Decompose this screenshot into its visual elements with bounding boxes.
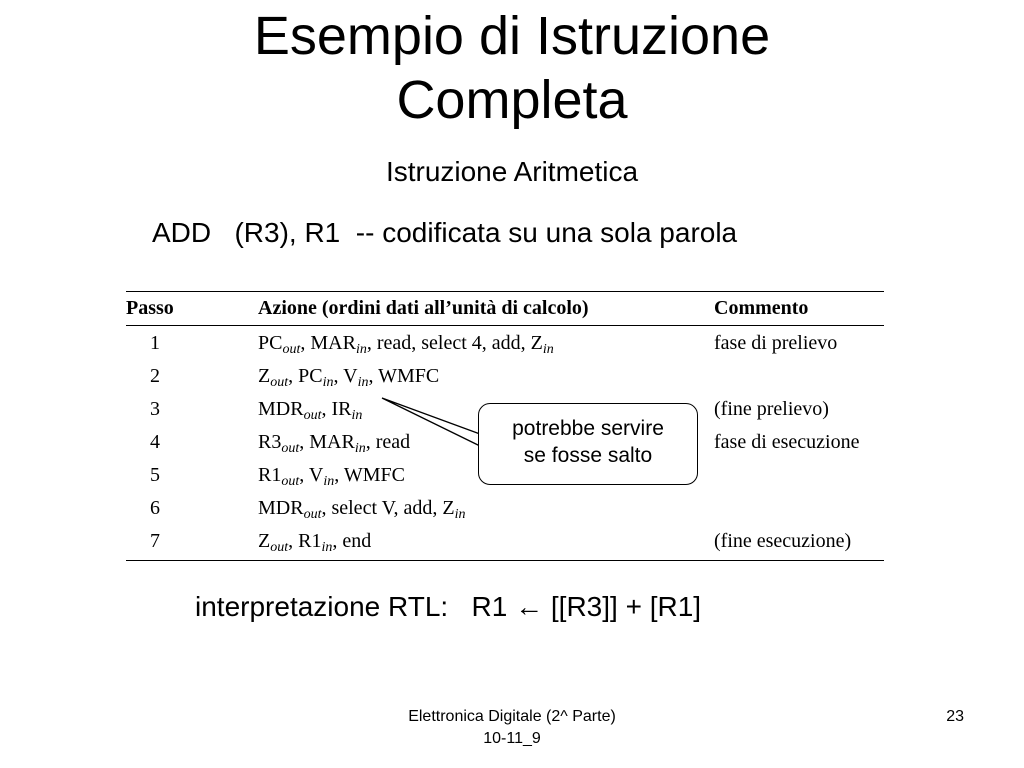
step-comment: fase di esecuzione (714, 431, 860, 453)
step-comment: fase di prelievo (714, 332, 838, 354)
step-action: $PC_{out}$, $MAR_{in}$, read, select 4, add, $Z_{in}$ (258, 332, 554, 357)
step-number: 2 (150, 365, 160, 387)
step-number: 6 (150, 497, 160, 519)
step-action: $R3_{out}$, $MAR_{in}$, read (258, 431, 411, 456)
step-action: $Z_{out}$, $PC_{in}$, $V_{in}$, WMFC (258, 365, 440, 390)
footer (312, 706, 712, 750)
title-line-2: Completa (396, 70, 628, 130)
step-action: $R1_{out}$, $V_{in}$, WMFC (258, 464, 405, 489)
rtl-interpretation (195, 589, 701, 625)
step-comment: (fine esecuzione) (714, 530, 852, 552)
footer-course: Elettronica Digitale (2^ Parte) (408, 708, 616, 725)
step-comment: (fine prelievo) (714, 398, 829, 420)
rtl-label: interpretazione RTL: (195, 591, 449, 622)
step-action: $Z_{out}$, $R1_{in}$, end (258, 530, 372, 555)
header-azione: Azione (ordini dati all’unità di calcolo) (258, 297, 589, 319)
callout-line-2: se fosse salto (523, 444, 653, 467)
step-number: 7 (150, 530, 160, 552)
footer-code: 10-11_9 (483, 730, 541, 747)
header-commento: Commento (714, 297, 809, 319)
callout-box (478, 403, 698, 485)
rtl-expression: R1 ← [[R3]] + [R1] (471, 591, 702, 622)
step-number: 1 (150, 332, 160, 354)
step-action: $MDR_{out}$, $IR_{in}$ (258, 398, 363, 423)
step-action: $MDR_{out}$, select V, add, $Z_{in}$ (258, 497, 466, 522)
step-number: 4 (150, 431, 160, 453)
step-number: 5 (150, 464, 160, 486)
header-passo: Passo (126, 297, 174, 319)
step-number: 3 (150, 398, 160, 420)
title-line-1: Esempio di Istruzione (253, 6, 771, 66)
instruction-text: ADD (R3), R1 -- codificata su una sola parola (152, 217, 738, 248)
callout-line-1: potrebbe servire (512, 417, 664, 440)
page-number: 23 (946, 708, 964, 725)
slide-subtitle: Istruzione Aritmetica (385, 156, 639, 187)
